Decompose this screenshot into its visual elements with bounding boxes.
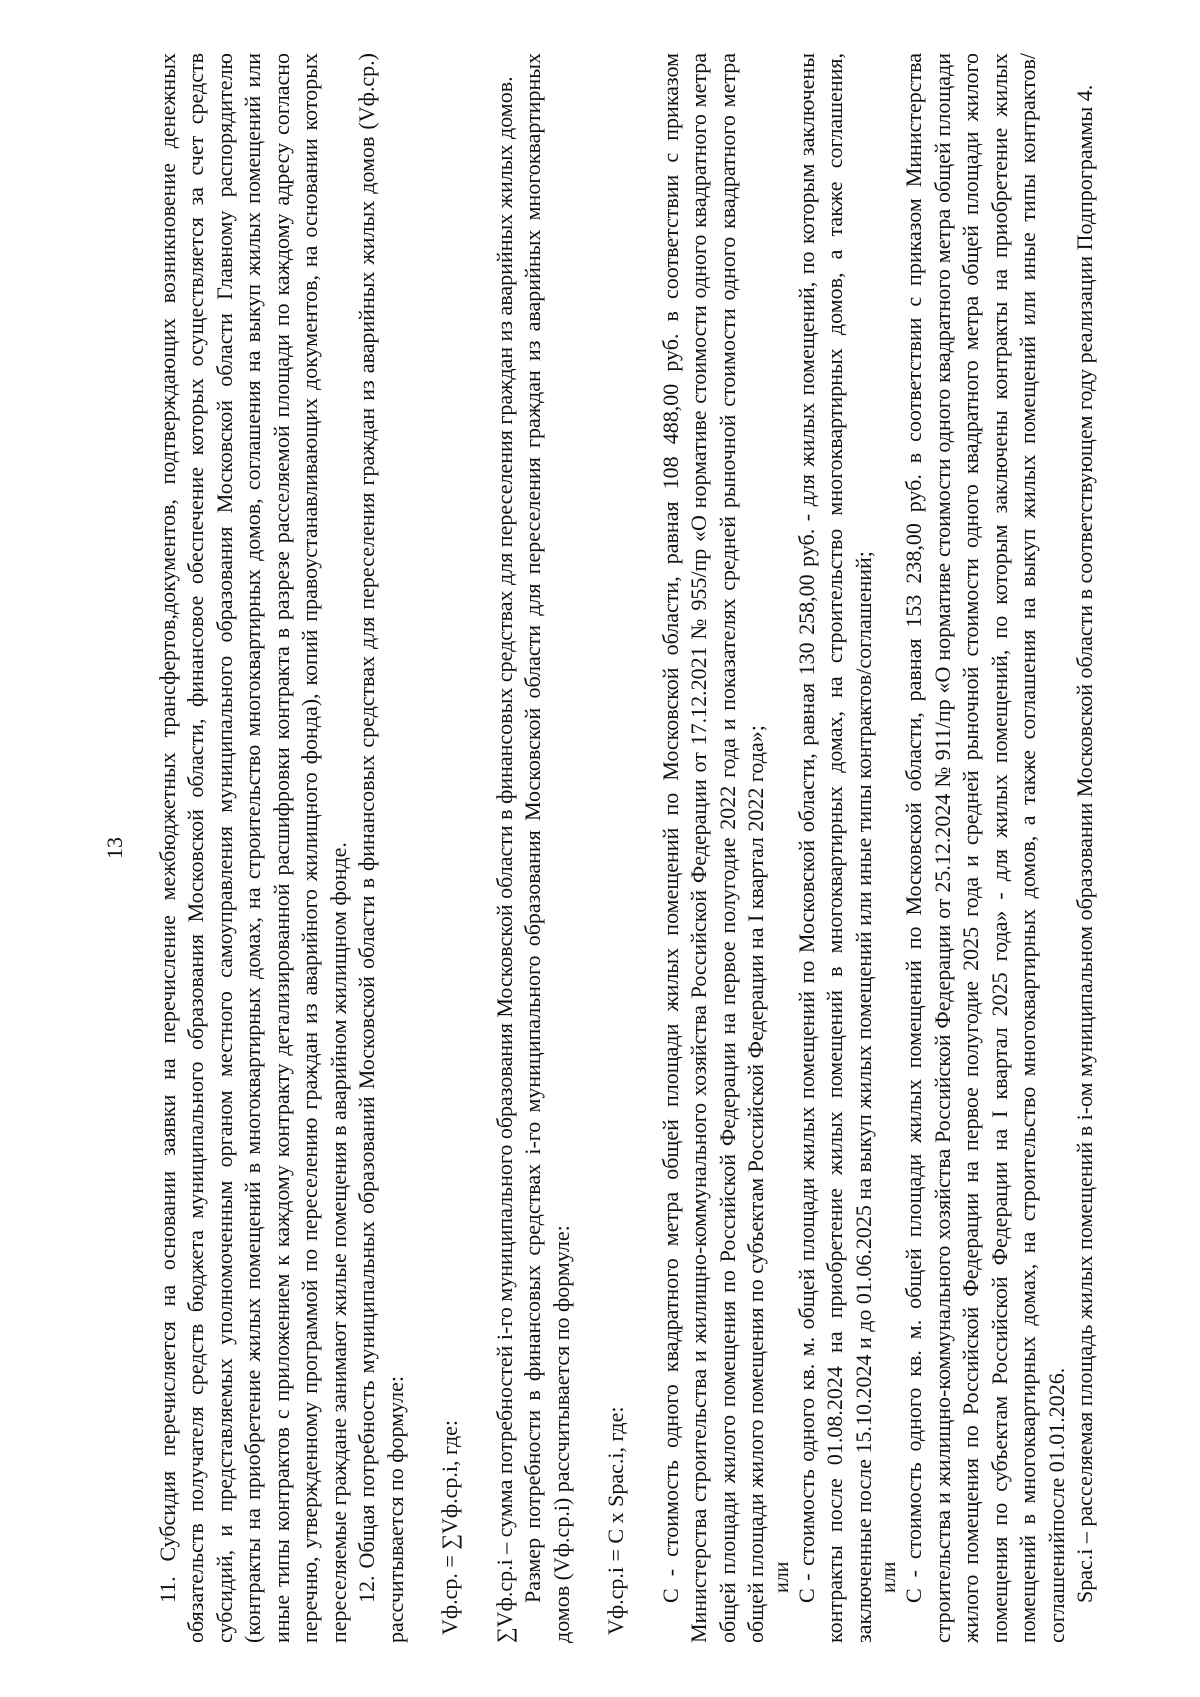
formula-total: Vф.ср. = ∑Vф.ср.i, где: bbox=[436, 1419, 462, 1635]
need-size-definition: Размер потребности в финансовых средствах i-го муниципального образования Московской области для переселения граждан из аварийных многоквартирных домов (Vф.ср.i) рассчитывается по формуле: bbox=[519, 53, 574, 1643]
page-number: 13 bbox=[101, 837, 127, 859]
or-separator-1: или bbox=[770, 1561, 793, 1593]
paragraph-11: 11. Субсидия перечисляется на основании заявки на перечисление межбюджетных трансфертов,документов, подтверждающих возникновение денежных обязательств получателя средств бюджета муниципального образования Московской области, финансовое обеспечение которых осуществляется за счет средств субсидий, и представляемых уполномоченным органом местного самоуправления муниципального образования Московской области Главному распорядителю (контракты на приобретение жилых помещений в многоквартирных домах, на строительство многоквартирных домов, соглашения на выкуп жилых помещений или иные типы контрактов с приложением к каждому контракту детализированной расшифровки контракта в разрезе расселяемой площади по каждому адресу согласно перечню, утвержденному программой по переселению граждан из аварийного жилищного фонда), копий правоустанавливающих документов, на основании которых переселяемые граждане занимают жилые помещения в аварийном жилищном фонде. bbox=[154, 53, 351, 1643]
area-definition: Spac.i – расселяемая площадь жилых помещений в i-ом муниципальном образовании Московской области в соответствующем году реализации Подпрограммы 4. bbox=[1071, 84, 1097, 1603]
formula-municipal: Vф.ср.i = С x Spac.i, где: bbox=[602, 1406, 628, 1635]
sum-definition: ∑Vф.ср.i – сумма потребностей i-го муниципального образования Московской области в финансовых средствах для переселения граждан из аварийных жилых домов. bbox=[491, 76, 517, 1643]
document-page bbox=[101, 53, 1100, 1643]
cost-definition-2: С - стоимость одного кв. м. общей площади жилых помещений по Московской области, равная 130 258,00 руб. - для жилых помещений, по которым заключены контракты после 01.08.2024 на приобретение жилых помещений в многоквартирных домах, на строительство многоквартирных домов, а также соглашения, заключенные после 15.10.2024 и до 01.06.2025 на выкуп жилых помещений или иные типы контрактов/соглашений; bbox=[793, 53, 876, 1643]
cost-definition-1: С - стоимость одного квадратного метра общей площади жилых помещений по Московской области, равная 108 488,00 руб. в соответствии с приказом Министерства строительства и жилищно-коммунального хозяйства Российской Федерации от 17.12.2021 № 955/пр «О нормативе стоимости одного квадратного метра общей площади жилого помещения по Российской Федерации на первое полугодие 2022 года и показателях средней рыночной стоимости одного квадратного метра общей площади жилого помещения по субъектам Российской Федерации на I квартал 2022 года»; bbox=[657, 53, 768, 1643]
cost-definition-3: С - стоимость одного кв. м. общей площади жилых помещений по Московской области, равная 153 238,00 руб. в соответствии с приказом Министерства строительства и жилищно-коммунального хозяйства Российской Федерации от 25.12.2024 № 911/пр «О нормативе стоимости одного квадратного метра общей площади жилого помещения по Российской Федерации на первое полугодие 2025 года и средней рыночной стоимости одного квадратного метра общей площади жилого помещения по субъектам Российской Федерации на I квартал 2025 года» - для жилых помещений, по которым заключены контракты на приобретение жилых помещений в многоквартирных домах, на строительство многоквартирных домов, а также соглашения на выкуп жилых помещений или иные типы контрактов/соглашенийпосле 01.01.2026. bbox=[900, 53, 1069, 1643]
paragraph-12: 12. Общая потребность муниципальных образований Московской области в финансовых средствах для переселения граждан из аварийных жилых домов (Vф.ср.) рассчитывается по формуле: bbox=[353, 53, 408, 1643]
or-separator-2: или bbox=[877, 1561, 900, 1593]
